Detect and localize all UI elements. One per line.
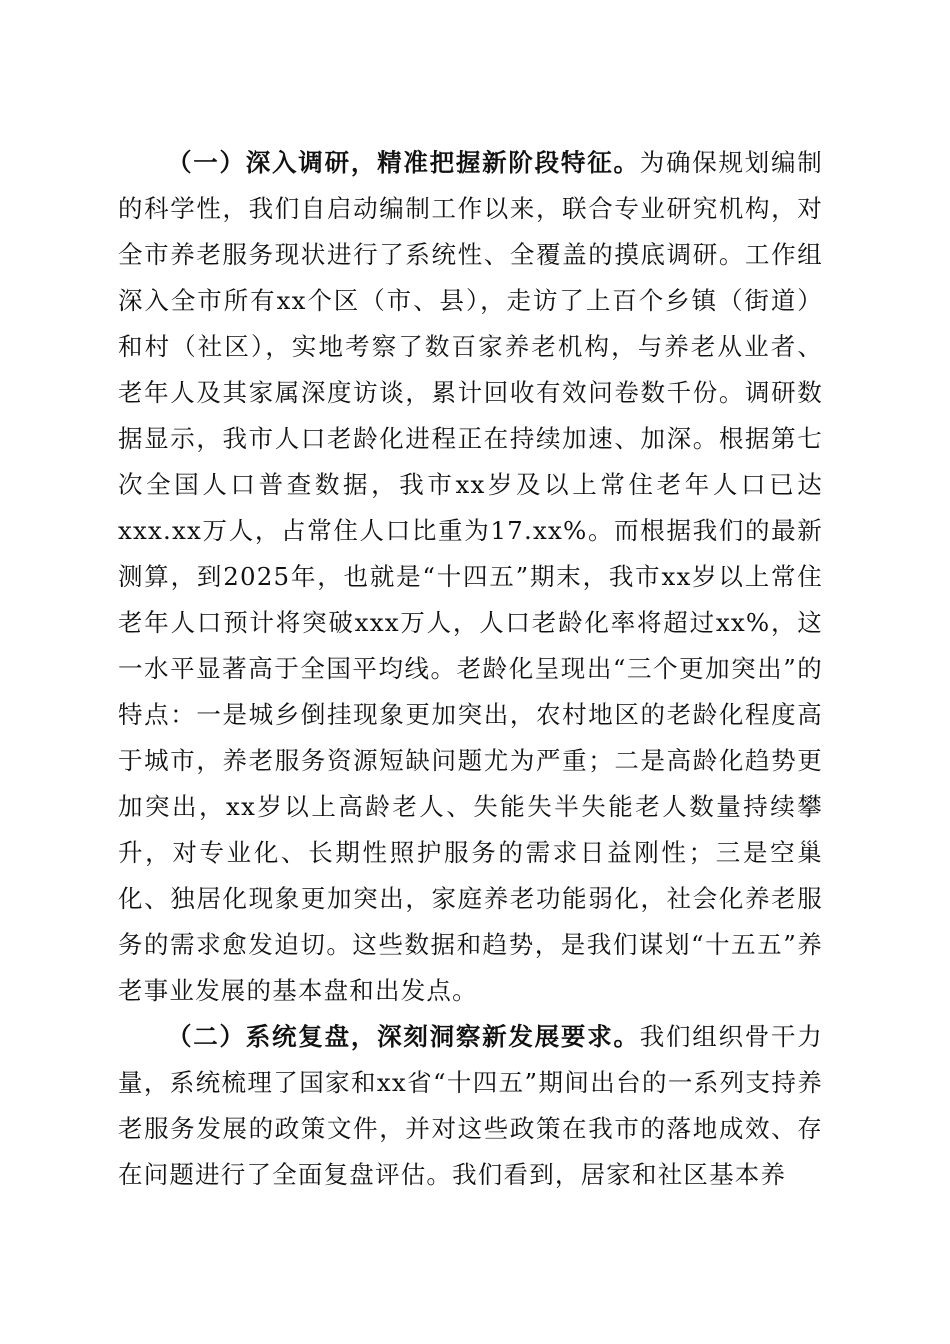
paragraph-2 bbox=[118, 1014, 823, 1198]
paragraph-2-heading: （二）系统复盘，深刻洞察新发展要求。 bbox=[167, 1022, 640, 1051]
document-body bbox=[118, 140, 823, 1198]
paragraph-1 bbox=[118, 140, 823, 1014]
paragraph-1-heading: （一）深入调研，精准把握新阶段特征。 bbox=[167, 148, 640, 177]
paragraph-2-text: 我们组织骨干力量，系统梳理了国家和xx省“十四五”期间出台的一系列支持养老服务发展的政策文件，并对这些政策在我市的落地成效、存在问题进行了全面复盘评估。我们看到，居家和社区基本养 bbox=[118, 1022, 823, 1189]
paragraph-1-text: 为确保规划编制的科学性，我们自启动编制工作以来，联合专业研究机构，对全市养老服务现状进行了系统性、全覆盖的摸底调研。工作组深入全市所有xx个区（市、县），走访了上百个乡镇（街道）和村（社区），实地考察了数百家养老机构，与养老从业者、老年人及其家属深度访谈，累计回收有效问卷数千份。调研数据显示，我市人口老龄化进程正在持续加速、加深。根据第七次全国人口普查数据，我市xx岁及以上常住老年人口已达xxx.xx万人，占常住人口比重为17.xx%。而根据我们的最新测算，到2025年，也就是“十四五”期末，我市xx岁以上常住老年人口预计将突破xxx万人，人口老龄化率将超过xx%，这一水平显著高于全国平均线。老龄化呈现出“三个更加突出”的特点：一是城乡倒挂现象更加突出，农村地区的老龄化程度高于城市，养老服务资源短缺问题尤为严重；二是高龄化趋势更加突出，xx岁以上高龄老人、失能失半失能老人数量持续攀升，对专业化、长期性照护服务的需求日益刚性；三是空巢化、独居化现象更加突出，家庭养老功能弱化，社会化养老服务的需求愈发迫切。这些数据和趋势，是我们谋划“十五五”养老事业发展的基本盘和出发点。 bbox=[118, 148, 823, 1005]
